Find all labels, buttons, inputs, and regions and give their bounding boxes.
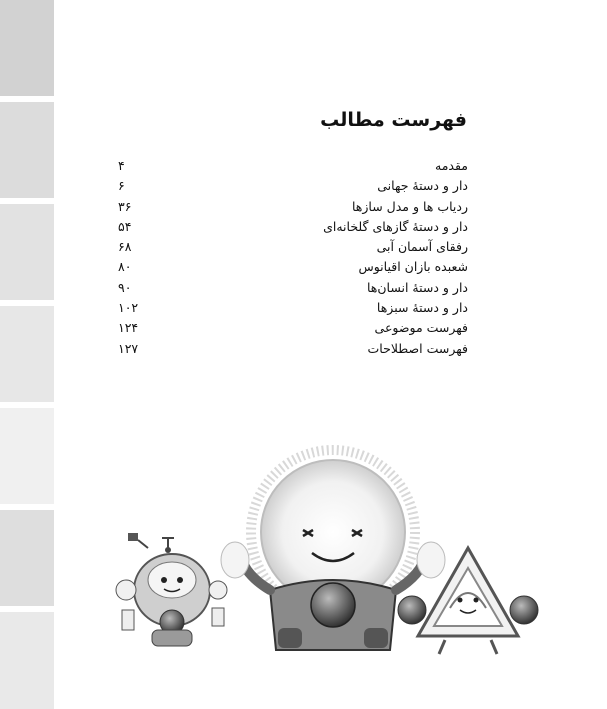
chapter-tab-3 (0, 204, 54, 300)
toc-title: دار و دستهٔ سبزها (376, 300, 468, 316)
page-title: فهرست مطالب (320, 108, 467, 131)
toc-title: شعبده بازان اقیانوس (358, 259, 468, 275)
toc-title: دار و دستهٔ گازهای گلخانه‌ای (323, 218, 468, 234)
toc-row[interactable] (118, 318, 468, 338)
toc-page-number: ۵۴ (118, 218, 132, 234)
toc-title: فهرست موضوعی (374, 320, 468, 336)
chapter-tab-7 (0, 612, 54, 709)
toc-page-number: ۸۰ (118, 259, 132, 275)
chapter-tab-5 (0, 408, 54, 504)
toc-row[interactable] (118, 156, 468, 176)
chapter-tabs (0, 0, 54, 709)
toc-page-number: ۶۸ (118, 239, 132, 255)
toc-page-number: ۱۲۷ (118, 340, 139, 356)
toc-page-number: ۴ (118, 158, 125, 173)
toc-page-number: ۱۲۴ (118, 320, 139, 336)
toc-page-number: ۹۰ (118, 279, 132, 295)
chapter-tab-4 (0, 306, 54, 402)
cartoon-illustration (100, 440, 560, 665)
table-of-contents (118, 156, 468, 359)
toc-row[interactable] (118, 298, 468, 318)
toc-title: دار و دستهٔ انسان‌ها (366, 279, 468, 295)
toc-row[interactable] (118, 217, 468, 237)
toc-row[interactable] (118, 339, 468, 359)
toc-title: رفقای آسمان آبی (376, 239, 468, 255)
toc-row[interactable] (118, 257, 468, 277)
chapter-tab-1 (0, 0, 54, 96)
chapter-tab-2 (0, 102, 54, 198)
toc-title: فهرست اصطلاحات (367, 340, 468, 356)
astronaut-character (116, 533, 227, 646)
toc-title: ردیاب ها و مدل سازها (351, 198, 468, 214)
toc-title: دار و دستهٔ جهانی (377, 178, 468, 194)
toc-row[interactable] (118, 176, 468, 196)
toc-page-number: ۱۰۲ (118, 300, 139, 316)
chapter-tab-6 (0, 510, 54, 606)
toc-page-number: ۳۶ (118, 198, 132, 214)
toc-page-number: ۶ (118, 178, 125, 194)
toc-row[interactable] (118, 278, 468, 298)
toc-title: مقدمه (435, 158, 468, 173)
toc-row[interactable] (118, 237, 468, 257)
toc-row[interactable] (118, 197, 468, 217)
